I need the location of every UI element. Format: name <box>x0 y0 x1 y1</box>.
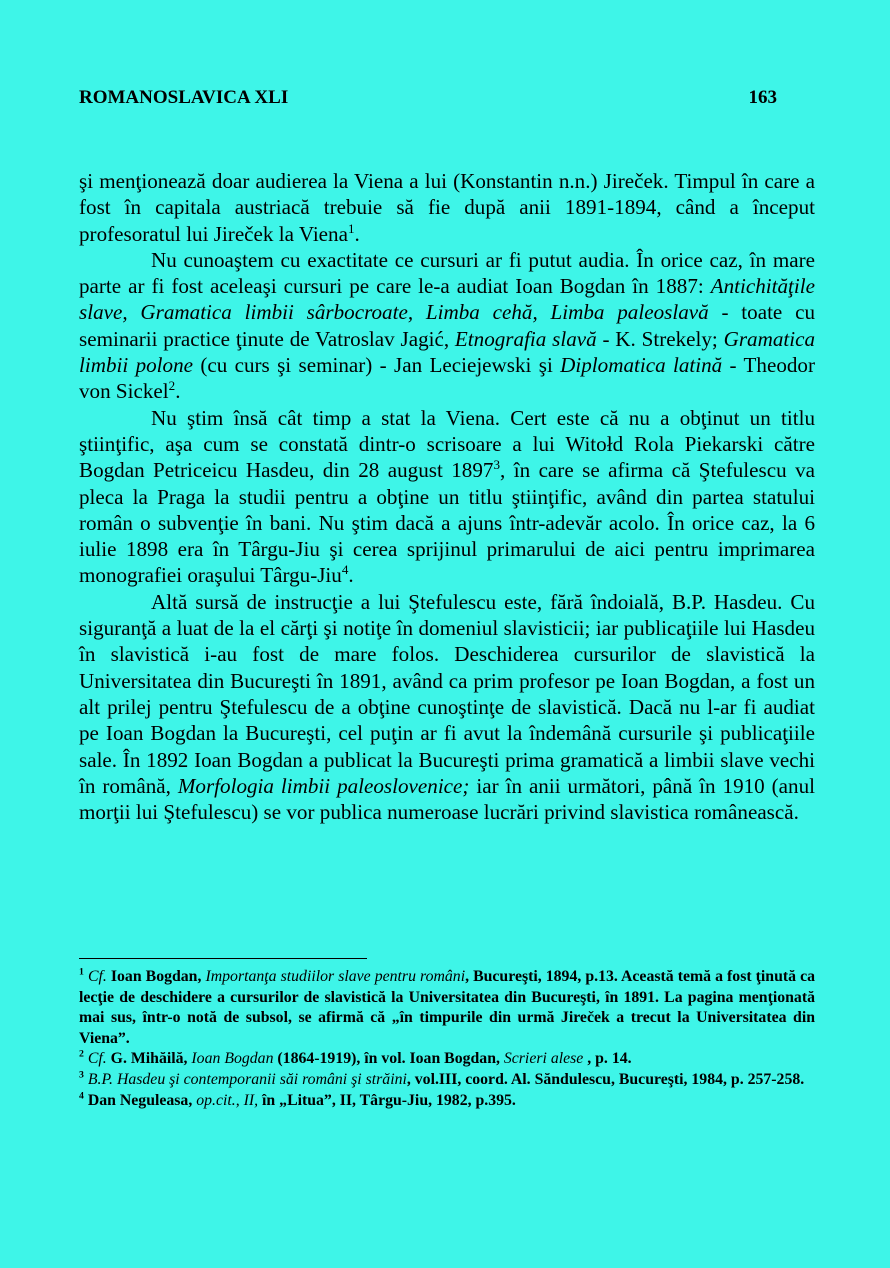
italic-title: Gramatica limbii polone <box>79 326 815 378</box>
paragraph <box>79 405 815 589</box>
text-run: (cu curs şi seminar) - Jan Leciejewski şi <box>192 353 561 378</box>
text-run: Altă sursă de instrucţie a lui Ştefulescu este, fără îndoială, B.P. Hasdeu. Cu siguranţă a luat de la el cărţi şi notiţe în domeniul slavisticii; iar publicaţiile lui Hasdeu în slavistică i-au fost de mare folos. Deschiderea cursurilor de slavistică la Universitatea din Bucureşti în 1891, având ca prim profesor pe Ioan Bogdan, a fost un alt prilej pentru Ştefulescu de a obţine cunoştinţe de slavistică. Dacă nu l-ar fi audiat pe Ioan Bogdan la Bucureşti, cel puţin ar fi avut la îndemână cursurile şi publicaţiile sale. În 1892 Ioan Bogdan a publicat la Bucureşti prima gramatică a limbii slave vechi în română, <box>79 589 815 798</box>
text-run: şi menţionează doar audierea la Viena a lui (Konstantin n.n.) Jireček. Timpul în care a fost în capitala austriacă trebuie să fie după anii 1891-1894, când a început profesoratul lui Jireček la Viena <box>79 169 815 246</box>
footnote-ref: 1 <box>347 220 355 236</box>
text-run: (1864-1919), în vol. Ioan Bogdan, <box>273 1050 504 1068</box>
italic-title: op.cit., II, <box>196 1091 259 1109</box>
page-number: 163 <box>748 87 777 108</box>
italic-title: Morfologia limbii paleoslovenice; <box>177 773 470 798</box>
body-text <box>79 168 815 825</box>
footnote-ref: 2 <box>168 378 176 394</box>
text-run: - K. Strekely; <box>596 326 724 351</box>
italic-title: Importanţa studiilor slave pentru români <box>205 968 466 985</box>
text-run: - toate cu seminarii practice ţinute de Vatroslav Jagić, <box>79 300 816 351</box>
italic-title: Etnografia slavă <box>454 326 597 351</box>
italic-title: Scrieri alese <box>503 1050 584 1068</box>
text-run: Nu cunoaştem cu exactitate ce cursuri ar fi putut audia. În orice caz, în mare parte ar fi fost aceleaşi cursuri pe care le-a audiat Ioan Bogdan în 1887: <box>79 247 815 299</box>
footnote-ref: 4 <box>79 1090 84 1102</box>
footnote-ref: 4 <box>341 562 349 578</box>
paragraph <box>79 247 815 405</box>
italic-title: Antichităţile slave, Gramatica limbii sârbocroate, Limba cehă, Limba paleoslavă <box>79 274 815 325</box>
paragraph <box>79 589 815 826</box>
text-run: , vol.III, coord. Al. Săndulescu, Bucureşti, 1984, p. 257-258. <box>406 1070 805 1088</box>
journal-title: ROMANOSLAVICA XLI <box>79 87 289 108</box>
text-run: Ioan Bogdan, <box>106 968 206 985</box>
footnote-ref: 2 <box>79 1049 84 1061</box>
paragraph <box>79 168 815 247</box>
text-run: în „Litua”, II, Târgu-Jiu, 1982, p.395. <box>258 1091 516 1109</box>
footnote <box>79 1091 815 1112</box>
italic-title: Diplomatica latină <box>560 353 723 378</box>
footnote <box>79 1049 815 1070</box>
text-run: , Bucureşti, 1894, p.13. Această temă a fost ţinută ca lecţie de deschidere a cursurilor de slavistică la Universitatea din Bucureşti, în 1891. La pagina menţionată mai sus, într-o notă de subsol, se afirmă că „în timpurile din urmă Jireček a trecut la Universitatea din Viena”. <box>79 968 816 1047</box>
text-run: - Theodor von Sickel <box>79 353 815 404</box>
footnote-ref: 3 <box>79 1069 84 1081</box>
italic-title: Cf. <box>87 1050 107 1068</box>
text-run: . <box>348 563 354 588</box>
footnote <box>79 1070 815 1091</box>
text-run: G. Mihăilă, <box>106 1050 192 1068</box>
italic-title: Cf. <box>87 968 107 985</box>
italic-title: Ioan Bogdan <box>191 1050 274 1068</box>
footnote-ref: 1 <box>79 966 84 978</box>
footnote <box>79 967 815 1049</box>
text-run: , în care se afirma că Ştefulescu va pleca la Praga la studii pentru a obţine un titlu ştiinţific, având din partea statului român o subvenţie în bani. Nu ştim dacă a ajuns într-adevăr acolo. În orice caz, la 6 iulie 1898 era în Târgu-Jiu şi cerea sprijinul primarului de aici pentru imprimarea monografiei oraşului Târgu-Jiu <box>79 458 815 588</box>
footnote-separator <box>79 958 367 959</box>
text-run: Dan Neguleasa, <box>83 1091 197 1109</box>
footnote-ref: 3 <box>493 457 500 473</box>
text-run: iar în anii următori, până în 1910 (anul morţii lui Ştefulescu) se vor publica numeroase lucrări privind slavistica românească. <box>79 773 815 825</box>
text-run: . <box>354 221 360 246</box>
italic-title: B.P. Hasdeu şi contemporanii săi români şi străini <box>87 1070 407 1088</box>
footnotes <box>79 967 815 1111</box>
text-run: Nu ştim însă cât timp a stat la Viena. Cert este că nu a obţinut un titlu ştiinţific, aşa cum se constată dintr-o scrisoare a lui Witołd Rola Piekarski către Bogdan Petriceicu Hasdeu, din 28 august 1897 <box>79 405 815 483</box>
text-run: , p. 14. <box>583 1050 632 1068</box>
text-run: . <box>175 379 181 404</box>
